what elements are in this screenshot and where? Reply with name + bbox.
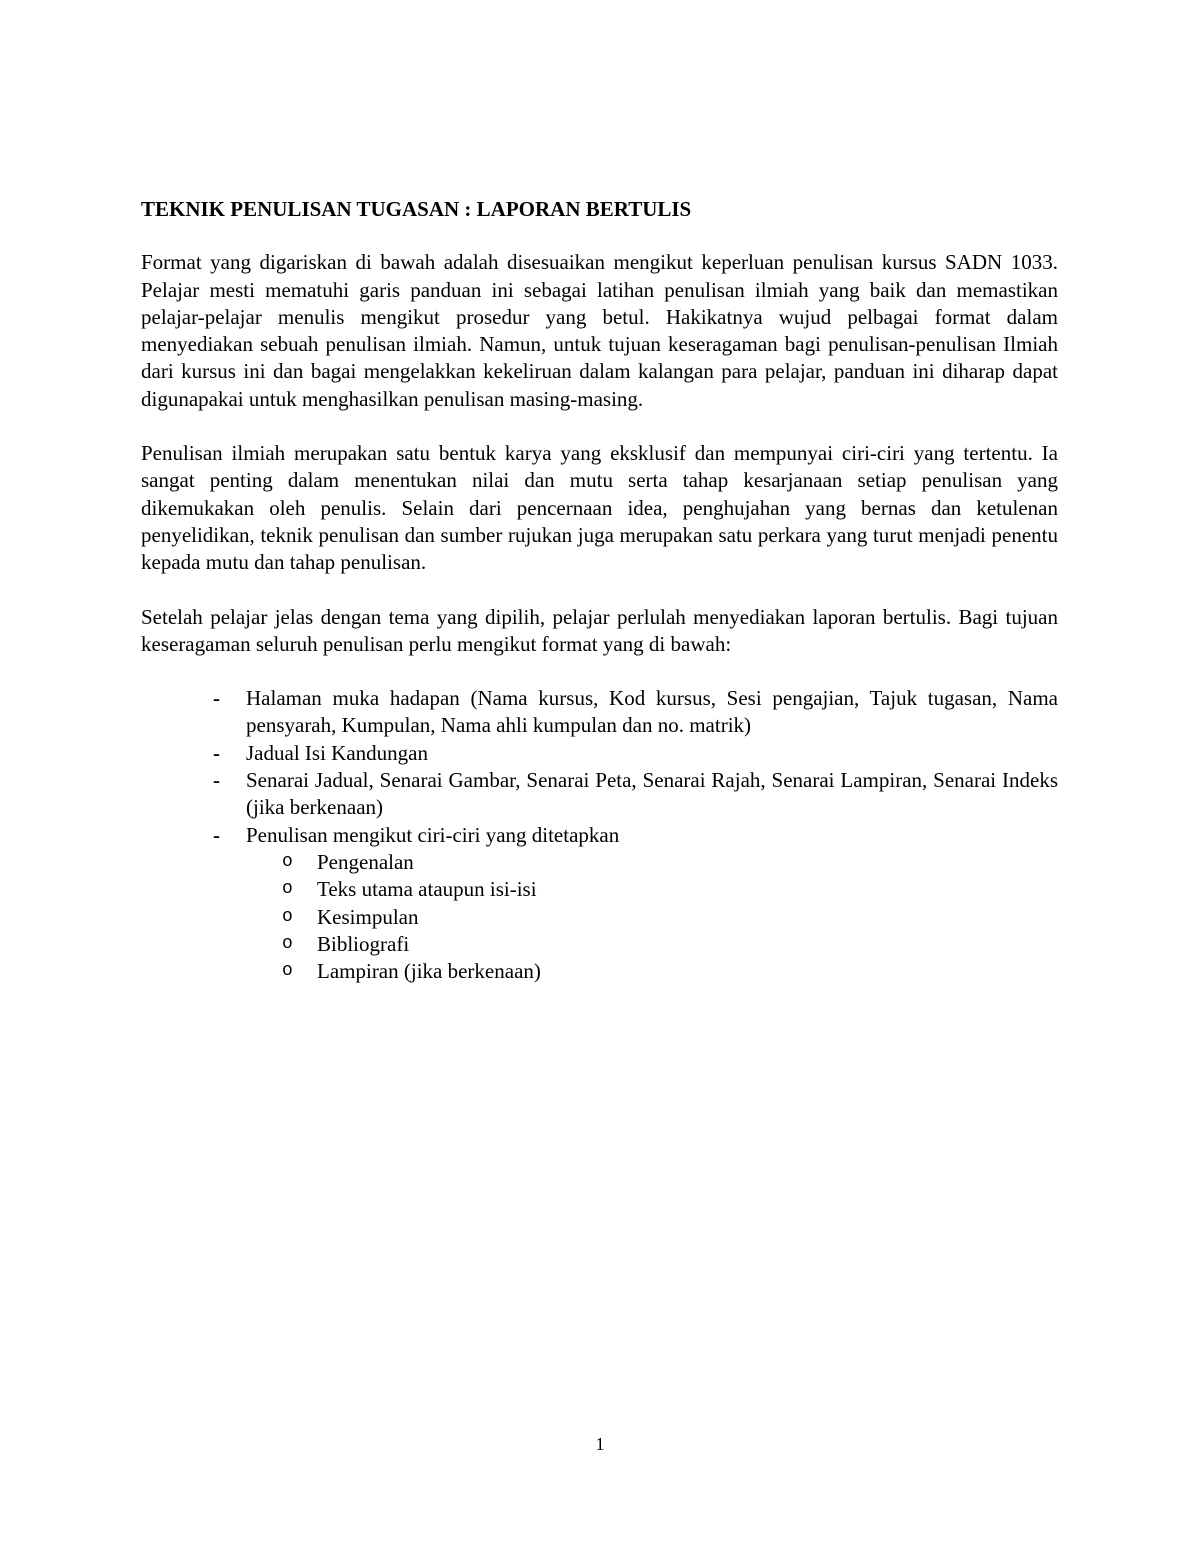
dash-bullet-icon: - bbox=[213, 768, 220, 793]
list-item bbox=[141, 740, 1058, 767]
list-item-text: Halaman muka hadapan (Nama kursus, Kod kursus, Sesi pengajian, Tajuk tugasan, Nama pensyarah, Kumpulan, Nama ahli kumpulan dan no. matrik) bbox=[246, 686, 1058, 738]
paragraph-academic-writing: Penulisan ilmiah merupakan satu bentuk karya yang eksklusif dan mempunyai ciri-ciri yang tertentu. Ia sangat penting dalam menentukan nilai dan mutu serta tahap kesarjanaan setiap penulisan yang dikemukakan oleh penulis. Selain dari pencernaan idea, penghujahan yang bernas dan ketulenan penyelidikan, teknik penulisan dan sumber rujukan juga merupakan satu perkara yang turut menjadi penentu kepada mutu dan tahap penulisan. bbox=[141, 441, 1058, 575]
sub-list-item bbox=[141, 931, 1058, 958]
document-title: TEKNIK PENULISAN TUGASAN : LAPORAN BERTULIS bbox=[141, 197, 692, 221]
sub-list-item-text: Lampiran (jika berkenaan) bbox=[317, 959, 541, 984]
sub-list-item-text: Teks utama ataupun isi-isi bbox=[317, 877, 537, 902]
sub-list-item-text: Pengenalan bbox=[317, 849, 414, 874]
sub-list-item-text: Bibliografi bbox=[317, 931, 410, 956]
format-list bbox=[141, 685, 1058, 849]
sub-list-item bbox=[141, 904, 1058, 931]
dash-bullet-icon: - bbox=[213, 822, 220, 847]
sub-list-item bbox=[141, 849, 1058, 876]
list-item bbox=[141, 767, 1058, 822]
writing-sections-list bbox=[141, 849, 1058, 985]
sub-list-item-text: Kesimpulan bbox=[317, 904, 419, 929]
circle-bullet-icon: o bbox=[282, 851, 293, 872]
circle-bullet-icon: o bbox=[282, 879, 293, 900]
dash-bullet-icon: - bbox=[213, 686, 220, 711]
sub-list-item bbox=[141, 876, 1058, 903]
document-body bbox=[141, 196, 1058, 985]
dash-bullet-icon: - bbox=[213, 740, 220, 765]
sub-list-item bbox=[141, 958, 1058, 985]
list-item-text: Senarai Jadual, Senarai Gambar, Senarai Peta, Senarai Rajah, Senarai Lampiran, Senarai Indeks (jika berkenaan) bbox=[246, 768, 1058, 820]
paragraph-format-intro: Format yang digariskan di bawah adalah disesuaikan mengikut keperluan penulisan kursus SADN 1033. Pelajar mesti mematuhi garis panduan ini sebagai latihan penulisan ilmiah yang baik dan memastikan pelajar-pelajar menulis mengikut prosedur yang betul. Hakikatnya wujud pelbagai format dalam menyediakan sebuah penulisan ilmiah. Namun, untuk tujuan keseragaman bagi penulisan-penulisan Ilmiah dari kursus ini dan bagai mengelakkan kekeliruan dalam kalangan para pelajar, panduan ini diharap dapat digunapakai untuk menghasilkan penulisan masing-masing. bbox=[141, 250, 1058, 411]
list-item-text: Jadual Isi Kandungan bbox=[246, 740, 428, 765]
circle-bullet-icon: o bbox=[282, 961, 293, 982]
circle-bullet-icon: o bbox=[282, 933, 293, 954]
list-item-text: Penulisan mengikut ciri-ciri yang ditetapkan bbox=[246, 822, 620, 847]
list-item bbox=[141, 685, 1058, 740]
list-item bbox=[141, 822, 1058, 849]
page-number: 1 bbox=[595, 1434, 605, 1454]
circle-bullet-icon: o bbox=[282, 906, 293, 927]
paragraph-report-format: Setelah pelajar jelas dengan tema yang dipilih, pelajar perlulah menyediakan laporan bertulis. Bagi tujuan keseragaman seluruh penulisan perlu mengikut format yang di bawah: bbox=[141, 604, 1058, 656]
